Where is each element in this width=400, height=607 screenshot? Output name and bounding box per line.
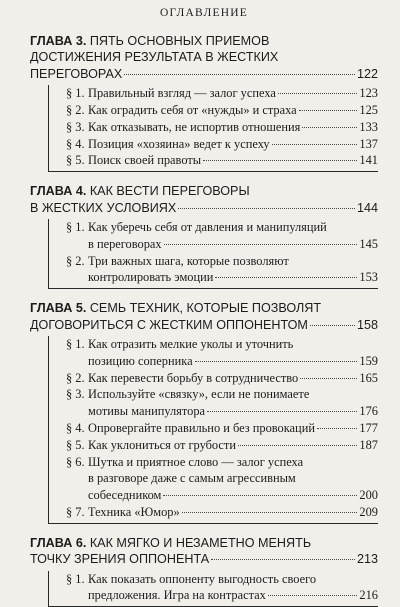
- chapter-title: ТОЧКУ ЗРЕНИЯ ОППОНЕНТА: [30, 552, 210, 567]
- page-number: 122: [356, 66, 378, 81]
- section-number: § 4.: [66, 421, 85, 435]
- toc-entry[interactable]: [66, 136, 378, 153]
- section-title: Правильный взгляд — залог успеха: [88, 86, 276, 101]
- chapter-group: [30, 183, 378, 289]
- page-number: 200: [359, 488, 378, 503]
- leader-dots: [299, 110, 358, 111]
- section-number: § 5.: [66, 153, 85, 168]
- section-rule: [48, 523, 378, 524]
- chapter-group: [30, 300, 378, 524]
- page-number: 133: [359, 119, 378, 134]
- chapter-title: ПЕРЕГОВОРАХ: [30, 66, 123, 81]
- section-title: Позиция «хозяина» ведет к успеху: [88, 136, 270, 151]
- section-title: Три важных шага, которые позволяют: [88, 253, 289, 268]
- section-title: в переговорах: [88, 236, 162, 251]
- leader-dots: [310, 325, 355, 326]
- section-number: § 6.: [66, 454, 85, 469]
- leader-dots: [164, 244, 358, 245]
- toc-entry[interactable]: [66, 219, 378, 253]
- leader-dots: [124, 74, 355, 75]
- chapter-group: [30, 33, 378, 172]
- section-title: Шутка и приятное слово — залог успеха: [88, 454, 304, 469]
- toc-entry[interactable]: [66, 102, 378, 119]
- page-number: 144: [356, 200, 378, 215]
- section-title: Используйте «связку», если не понимаете: [88, 387, 310, 402]
- page-number: 187: [359, 437, 378, 452]
- chapter-heading[interactable]: [30, 33, 378, 82]
- section-title: Как отказывать, не испортив отношения: [88, 119, 301, 134]
- page-number: 209: [359, 504, 378, 519]
- leader-dots: [163, 495, 357, 496]
- toc-entry[interactable]: [66, 253, 378, 287]
- section-list: [48, 336, 378, 523]
- page-number: 137: [359, 136, 378, 151]
- toc-entry[interactable]: [66, 119, 378, 136]
- chapter-label: ГЛАВА 5.: [30, 301, 87, 316]
- toc-entry[interactable]: [66, 336, 378, 370]
- leader-dots: [211, 559, 355, 560]
- section-title: контролировать эмоции: [88, 270, 214, 285]
- leader-dots: [215, 277, 357, 278]
- section-title: предложения. Игра на контрастах: [88, 588, 266, 603]
- toc-entry[interactable]: [66, 85, 378, 102]
- leader-dots: [207, 411, 357, 412]
- table-of-contents: [30, 33, 378, 607]
- section-number: § 3.: [66, 119, 85, 134]
- toc-entry[interactable]: [66, 370, 378, 387]
- section-number: § 3.: [66, 387, 85, 402]
- section-number: § 7.: [66, 504, 85, 519]
- section-number: § 2.: [66, 253, 85, 268]
- chapter-title: ДОГОВОРИТЬСЯ С ЖЕСТКИМ ОППОНЕНТОМ: [30, 317, 308, 332]
- section-rule: [48, 288, 378, 289]
- page-number: 125: [359, 103, 378, 118]
- section-title: Как отразить мелкие уколы и уточнить: [88, 337, 294, 352]
- chapter-heading[interactable]: [30, 300, 378, 333]
- section-title: позицию соперника: [88, 353, 193, 368]
- page-number: 123: [359, 86, 378, 101]
- page-number: 145: [359, 236, 378, 251]
- toc-entry[interactable]: [66, 152, 378, 169]
- leader-dots: [300, 378, 357, 379]
- section-list: [48, 85, 378, 171]
- section-list: [48, 571, 378, 607]
- leader-dots: [302, 127, 357, 128]
- chapter-title: ДОСТИЖЕНИЯ РЕЗУЛЬТАТА В ЖЕСТКИХ: [30, 50, 279, 65]
- page-number: 153: [359, 270, 378, 285]
- section-number: § 5.: [66, 437, 85, 452]
- toc-entry[interactable]: [66, 571, 378, 605]
- section-list: [48, 219, 378, 288]
- toc-entry[interactable]: [66, 420, 378, 437]
- page-number: 216: [359, 588, 378, 603]
- chapter-label: ГЛАВА 3.: [30, 34, 87, 48]
- section-title: Опровергайте правильно и без провокаций: [88, 421, 315, 435]
- leader-dots: [203, 160, 357, 161]
- section-title: Техника «Юмор»: [88, 504, 180, 519]
- section-title: Как показать оппоненту выгодность своего: [88, 571, 317, 586]
- chapter-group: [30, 535, 378, 607]
- chapter-title: В ЖЕСТКИХ УСЛОВИЯХ: [30, 200, 177, 215]
- section-number: § 1.: [66, 220, 85, 235]
- leader-dots: [238, 445, 357, 446]
- section-title: Как перевести борьбу в сотрудничество: [88, 370, 299, 385]
- page-number: 177: [359, 421, 378, 435]
- section-title: мотивы манипулятора: [88, 404, 206, 419]
- page-number: 141: [359, 153, 378, 168]
- section-title: в разговоре даже с самым агрессивным: [88, 471, 296, 486]
- section-title: Поиск своей правоты: [88, 153, 202, 168]
- section-title: Как оградить себя от «нужды» и страха: [88, 103, 297, 118]
- leader-dots: [195, 361, 358, 362]
- chapter-title: ПЯТЬ ОСНОВНЫХ ПРИЕМОВ: [89, 34, 270, 48]
- section-number: § 2.: [66, 103, 85, 118]
- section-title: Как уклониться от грубости: [88, 437, 236, 452]
- page-number: 165: [359, 370, 378, 385]
- leader-dots: [268, 595, 358, 596]
- page-header: ОГЛАВЛЕНИЕ: [160, 7, 248, 19]
- toc-entry[interactable]: [66, 454, 378, 504]
- section-number: § 1.: [66, 337, 85, 352]
- section-number: § 1.: [66, 86, 85, 101]
- toc-entry[interactable]: [66, 386, 378, 420]
- page-number: 213: [356, 552, 378, 567]
- section-rule: [48, 171, 378, 172]
- page-number: 158: [356, 317, 378, 332]
- chapter-label: ГЛАВА 4.: [30, 184, 87, 199]
- chapter-heading[interactable]: [30, 183, 378, 216]
- leader-dots: [278, 93, 358, 94]
- toc-entry[interactable]: [66, 504, 378, 521]
- section-number: § 1.: [66, 571, 85, 586]
- page-number: 159: [359, 353, 378, 368]
- chapter-label: ГЛАВА 6.: [30, 535, 87, 550]
- chapter-title: КАК МЯГКО И НЕЗАМЕТНО МЕНЯТЬ: [89, 535, 312, 550]
- page-number: 176: [359, 404, 378, 419]
- toc-entry[interactable]: [66, 437, 378, 454]
- leader-dots: [182, 512, 358, 513]
- chapter-heading[interactable]: [30, 535, 378, 568]
- chapter-title: КАК ВЕСТИ ПЕРЕГОВОРЫ: [89, 184, 250, 199]
- section-number: § 2.: [66, 370, 85, 385]
- chapter-title: СЕМЬ ТЕХНИК, КОТОРЫЕ ПОЗВОЛЯТ: [89, 301, 322, 316]
- leader-dots: [178, 208, 355, 209]
- leader-dots: [272, 144, 358, 145]
- section-title: Как уберечь себя от давления и манипуляций: [88, 220, 327, 235]
- leader-dots: [317, 428, 357, 429]
- section-title: собеседником: [88, 488, 162, 503]
- section-number: § 4.: [66, 136, 85, 151]
